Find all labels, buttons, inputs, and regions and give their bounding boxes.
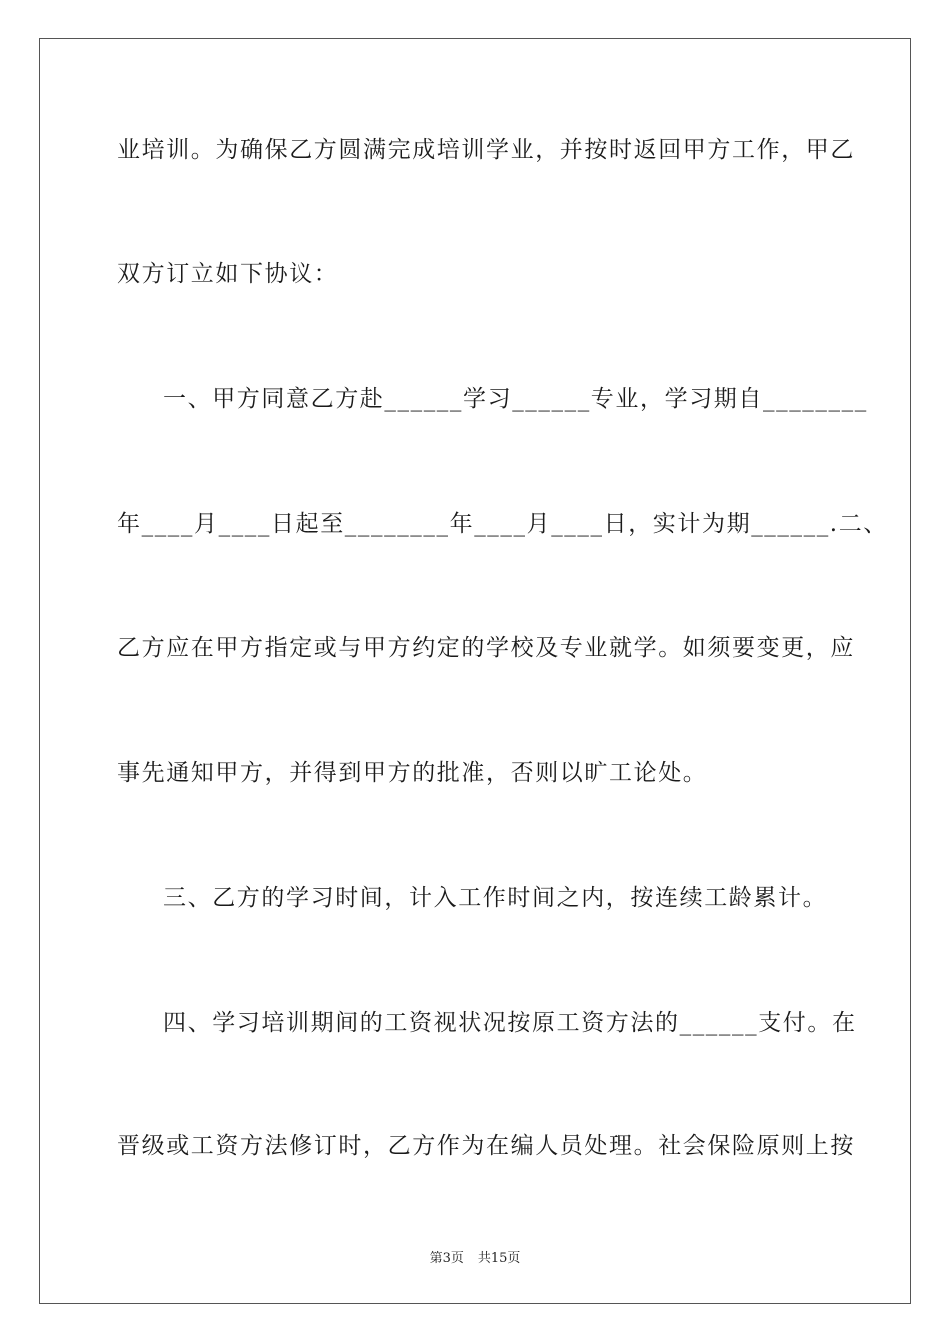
paragraph-line: 三、乙方的学习时间，计入工作时间之内，按连续工龄累计。 bbox=[163, 885, 828, 911]
paragraph-line: 年____月____日起至________年____月____日，实计为期______.二、 bbox=[117, 511, 888, 537]
paragraph-line: 事先通知甲方，并得到甲方的批准，否则以旷工论处。 bbox=[117, 760, 708, 786]
paragraph-line: 晋级或工资方法修订时，乙方作为在编人员处理。社会保险原则上按 bbox=[117, 1133, 855, 1159]
paragraph-line: 一、甲方同意乙方赴______学习______专业，学习期自________ bbox=[163, 386, 868, 412]
paragraph-line: 双方订立如下协议： bbox=[117, 261, 339, 287]
paragraph-line: 四、学习培训期间的工资视状况按原工资方法的______支付。在 bbox=[163, 1010, 857, 1036]
page-total: 共15页 bbox=[477, 1251, 521, 1266]
page-footer bbox=[0, 1247, 950, 1266]
paragraph-line: 乙方应在甲方指定或与甲方约定的学校及专业就学。如须要变更，应 bbox=[117, 635, 855, 661]
page-border bbox=[39, 38, 911, 1304]
paragraph-line: 业培训。为确保乙方圆满完成培训学业，并按时返回甲方工作，甲乙 bbox=[117, 137, 855, 163]
page-number: 第3页 bbox=[429, 1251, 464, 1266]
